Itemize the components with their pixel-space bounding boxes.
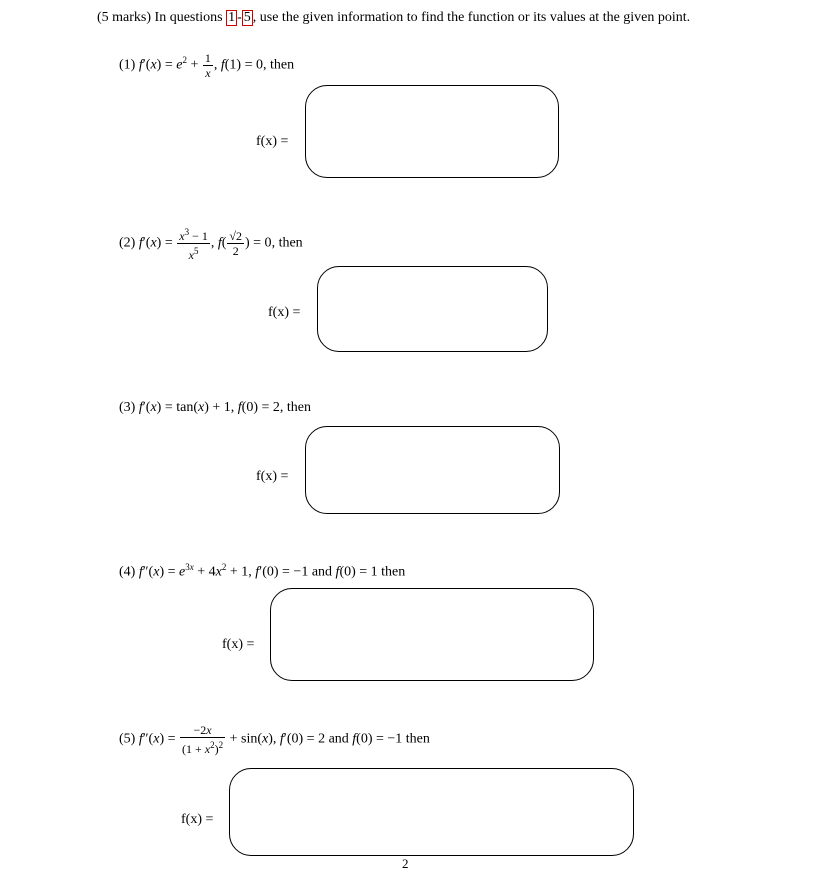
question-2-then: , then	[271, 235, 303, 251]
page-number: 2	[402, 856, 409, 871]
answer-5-label: f(x) =	[181, 812, 214, 827]
question-4: (4) $f''(x) = e^{3x} + 4x^2 + 1$, f′(0) = −1 and f(0) = 1 then	[119, 562, 406, 580]
answer-2-label: f(x) =	[268, 305, 301, 320]
question-4-then: then	[377, 564, 406, 580]
answer-1-label: f(x) =	[256, 134, 289, 149]
answer-box-2[interactable]	[317, 266, 548, 352]
question-5-then: then	[402, 731, 430, 747]
question-5-number: (5)	[119, 731, 136, 747]
ref-dash: -	[237, 10, 242, 25]
question-ref-link-end[interactable]: 5	[243, 10, 251, 25]
answer-box-3[interactable]	[305, 426, 560, 514]
instructions	[97, 9, 737, 27]
answer-box-4[interactable]	[270, 588, 594, 681]
question-2: (2) f′(x) = $\frac{x^3 - 1}{x^5}$ , f( $\frac{√2}{2}$ ) = 0, then	[119, 227, 303, 262]
question-3: (3) f′(x) = tan(x) + 1, f(0) = 2, then	[119, 400, 312, 415]
question-1: (1) $f'(x) = e^2$ + $\frac{1}{x}$ , f(1) = 0, then	[119, 51, 295, 80]
question-5: (5) f″(x) = $\frac{-2x}{(1 + x^2)^2}$ + sin(x), f′(0) = 2 and f(0) = −1 then	[119, 723, 430, 756]
question-3-then: , then	[279, 400, 312, 415]
answer-box-1[interactable]	[305, 85, 559, 178]
question-ref-link-start[interactable]: 1	[228, 10, 236, 25]
question-3-number: (3)	[119, 400, 136, 415]
answer-box-5[interactable]	[229, 768, 634, 856]
question-1-then: , then	[262, 57, 295, 73]
question-2-number: (2)	[119, 235, 136, 251]
answer-3-label: f(x) =	[256, 469, 289, 484]
instructions-lead: (5 marks) In questions	[97, 10, 227, 25]
question-4-number: (4)	[119, 564, 136, 580]
instructions-rest: , use the given information to find the function or its values at the given point.	[252, 10, 691, 25]
answer-4-label: f(x) =	[222, 637, 255, 652]
question-1-number: (1)	[119, 57, 136, 73]
